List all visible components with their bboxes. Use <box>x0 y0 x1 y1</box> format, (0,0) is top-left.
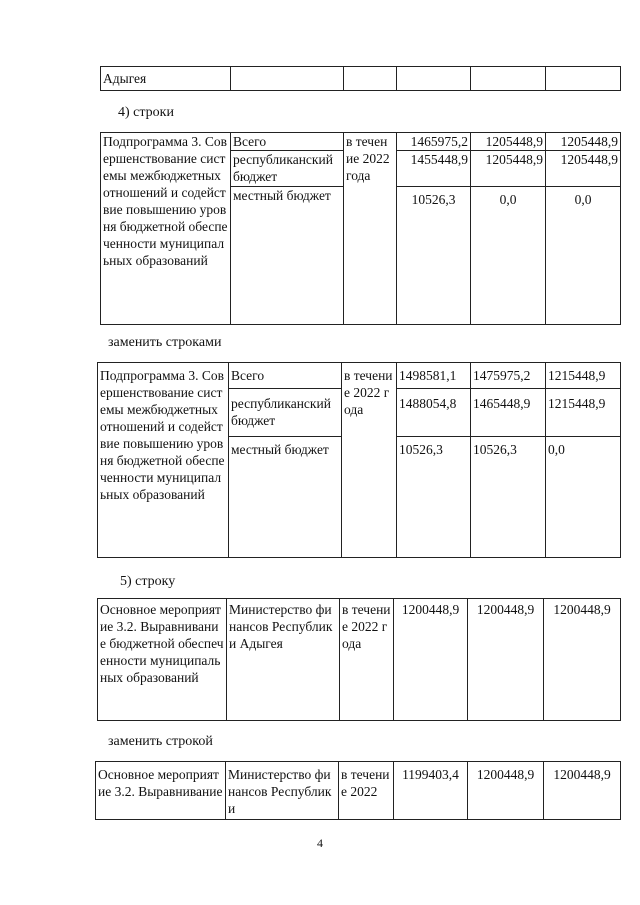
amount-cell: 1199403,4 <box>394 762 468 820</box>
table-cell <box>344 67 397 91</box>
measure-title: Основное мероприятие 3.2. Выравнивание бюджетной обеспеченности муниципальных образований <box>98 599 227 721</box>
table-cell <box>397 67 471 91</box>
budget-source: местный бюджет <box>231 187 344 325</box>
table-cell: Адыгея <box>101 67 231 91</box>
section5-heading: 5) строку <box>120 574 176 589</box>
top-table <box>100 66 621 91</box>
section5-old-table <box>97 598 621 721</box>
executor: Министерство финансов Республики <box>226 762 339 820</box>
amount-cell: 1465448,9 <box>471 389 546 437</box>
amount-cell: 0,0 <box>546 187 621 325</box>
section4-heading: 4) строки <box>118 105 174 120</box>
replace-label: заменить строками <box>108 335 222 350</box>
period: в течение 2022 <box>339 762 394 820</box>
amount-cell: 1200448,9 <box>544 762 621 820</box>
period: в течение 2022 года <box>342 363 397 558</box>
amount-cell: 0,0 <box>471 187 546 325</box>
amount-cell: 1215448,9 <box>546 389 621 437</box>
period: в течение 2022 года <box>344 133 397 325</box>
amount-cell: 10526,3 <box>397 437 471 558</box>
amount-cell: 1215448,9 <box>546 363 621 389</box>
section5-new-table <box>95 761 621 820</box>
amount-cell: 1200448,9 <box>468 762 544 820</box>
amount-cell: 1465975,2 <box>397 133 471 151</box>
table-cell <box>471 67 546 91</box>
budget-source: Всего <box>231 133 344 151</box>
amount-cell: 1200448,9 <box>544 599 621 721</box>
amount-cell: 1475975,2 <box>471 363 546 389</box>
period: в течение 2022 года <box>340 599 394 721</box>
table-cell <box>546 67 621 91</box>
budget-source: Всего <box>229 363 342 389</box>
amount-cell: 0,0 <box>546 437 621 558</box>
replace-label: заменить строкой <box>108 734 213 749</box>
amount-cell: 1205448,9 <box>546 151 621 187</box>
budget-source: республиканский бюджет <box>231 151 344 187</box>
amount-cell: 1205448,9 <box>471 133 546 151</box>
amount-cell: 1200448,9 <box>468 599 544 721</box>
budget-source: местный бюджет <box>229 437 342 558</box>
section4-old-table <box>100 132 621 325</box>
amount-cell: 10526,3 <box>471 437 546 558</box>
amount-cell: 10526,3 <box>397 187 471 325</box>
amount-cell: 1455448,9 <box>397 151 471 187</box>
amount-cell: 1488054,8 <box>397 389 471 437</box>
subprogram-title: Подпрограмма 3. Совершенствование системы межбюджетных отношений и содействие повышению уровня бюджетной обеспеченности муниципальных образований <box>101 133 231 325</box>
budget-source: республиканский бюджет <box>229 389 342 437</box>
amount-cell: 1205448,9 <box>471 151 546 187</box>
page-number: 4 <box>317 836 323 850</box>
amount-cell: 1205448,9 <box>546 133 621 151</box>
amount-cell: 1498581,1 <box>397 363 471 389</box>
executor: Министерство финансов Республики Адыгея <box>227 599 340 721</box>
subprogram-title: Подпрограмма 3. Совершенствование системы межбюджетных отношений и содействие повышению уровня бюджетной обеспеченности муниципальных образований <box>98 363 229 558</box>
measure-title: Основное мероприятие 3.2. Выравнивание <box>96 762 226 820</box>
amount-cell: 1200448,9 <box>394 599 468 721</box>
section4-new-table <box>97 362 621 558</box>
table-cell <box>231 67 344 91</box>
